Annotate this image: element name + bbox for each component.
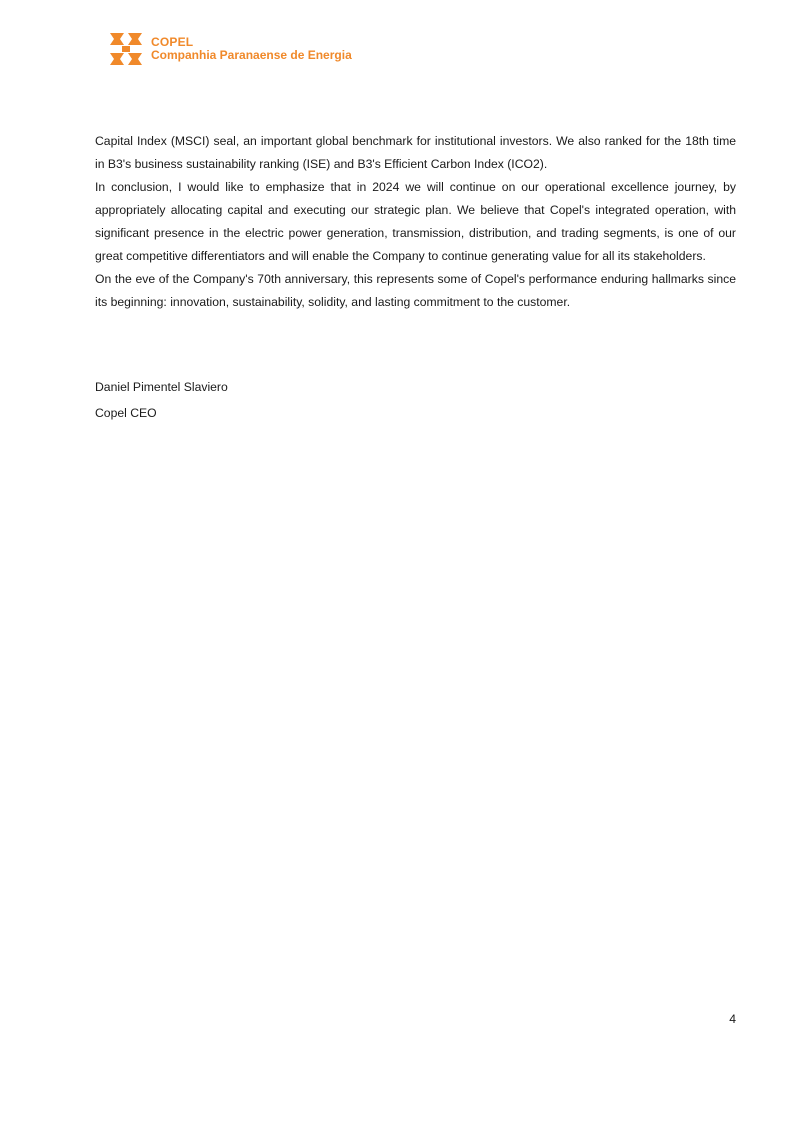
page-header (108, 31, 352, 67)
paragraph: In conclusion, I would like to emphasize that in 2024 we will continue on our operational excellence journey, by appropriately allocating capital and executing our strategic plan. We believe that Copel's integrated operation, with significant presence in the electric power generation, transmission, distribution, and trading segments, is one of our great competitive differentiators and will enable the Company to continue generating value for all its stakeholders. (95, 180, 736, 263)
page-number: 4 (729, 1012, 736, 1026)
signatory-title: Copel CEO (95, 406, 157, 420)
paragraph: On the eve of the Company's 70th anniversary, this represents some of Copel's performance enduring hallmarks since its beginning: innovation, sustainability, solidity, and lasting commitment to the customer. (95, 272, 736, 309)
paragraph: Capital Index (MSCI) seal, an important global benchmark for institutional investors. We also ranked for the 18th time in B3's business sustainability ranking (ISE) and B3's Efficient Carbon Index (ICO2). (95, 134, 736, 171)
copel-logo-icon (108, 31, 144, 67)
company-short-name: COPEL (151, 35, 194, 49)
company-logo-text (151, 36, 352, 62)
letter-body (95, 130, 736, 314)
signature-block (95, 374, 228, 426)
company-full-name: Companhia Paranaense de Energia (151, 48, 352, 62)
signatory-name: Daniel Pimentel Slaviero (95, 380, 228, 394)
